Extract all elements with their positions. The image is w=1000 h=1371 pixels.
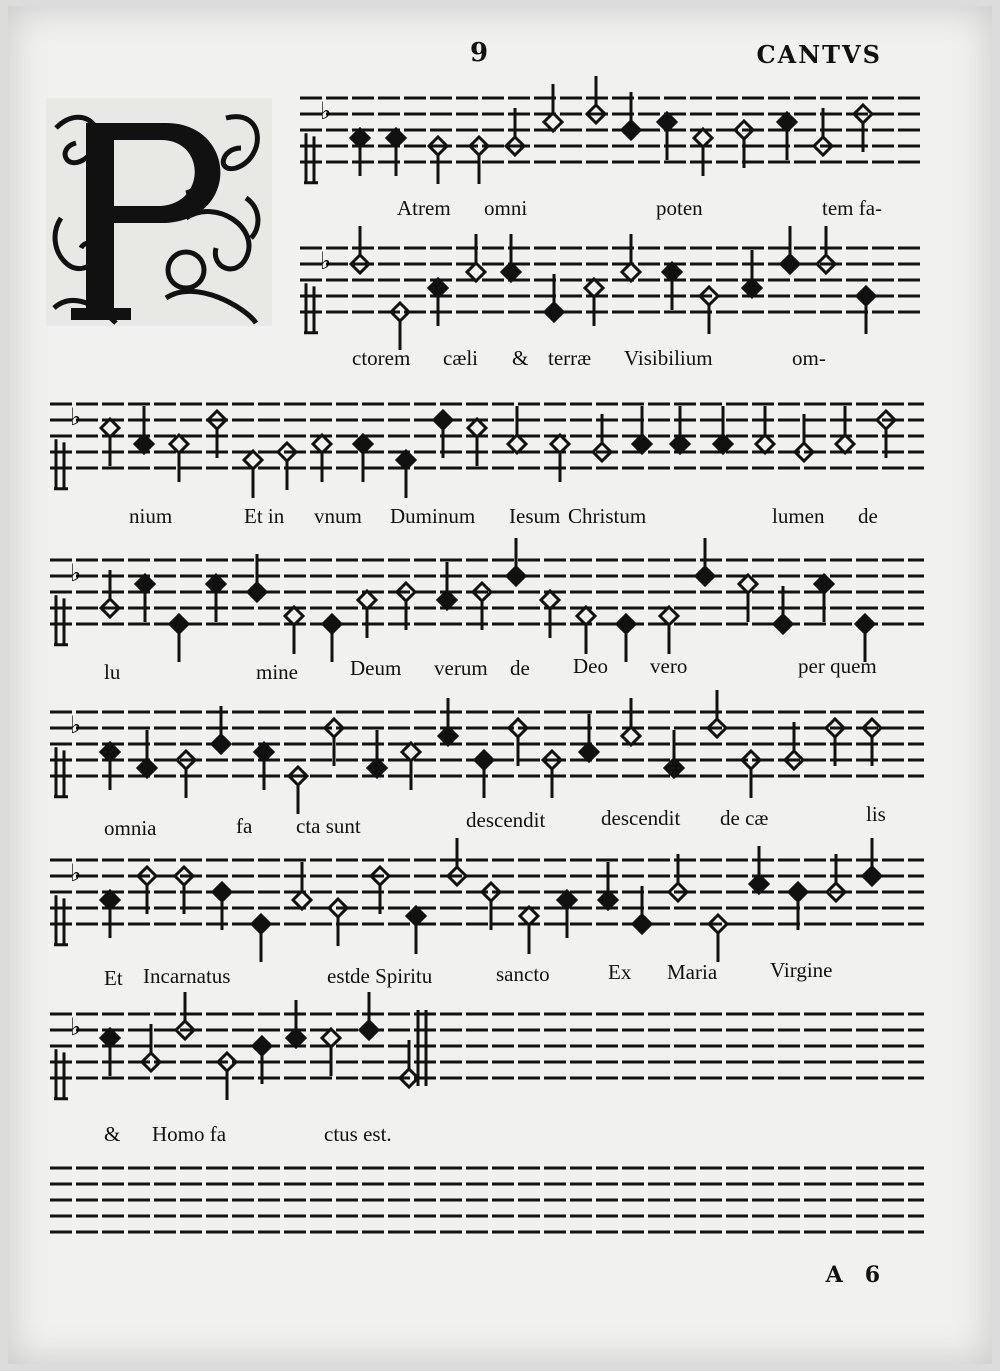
lyric-syllable: Deo xyxy=(573,654,608,678)
lyric-syllable: Homo fa xyxy=(152,1122,227,1146)
lyric-syllable: de cæ xyxy=(720,806,769,830)
note-head xyxy=(694,129,712,147)
lyric-syllable: & xyxy=(512,346,529,370)
note-head xyxy=(778,113,796,131)
note-head xyxy=(293,891,311,909)
lyric-syllable: tem fa- xyxy=(822,196,883,220)
note-head xyxy=(136,575,154,593)
note-head xyxy=(622,263,640,281)
flat-sign: ♭ xyxy=(70,710,82,739)
note-head xyxy=(558,891,576,909)
note-head xyxy=(633,435,651,453)
clef-mark xyxy=(54,895,68,945)
note-head xyxy=(617,615,635,633)
flat-sign: ♭ xyxy=(320,96,332,125)
note-head xyxy=(467,263,485,281)
signature-number: 6 xyxy=(864,1262,880,1288)
lyric-syllable: Virgine xyxy=(770,958,833,982)
lyric-syllable: Maria xyxy=(667,960,718,984)
note-head xyxy=(213,883,231,901)
note-head xyxy=(660,607,678,625)
staff xyxy=(50,403,924,498)
lyric-syllable: de xyxy=(858,504,878,528)
note-head xyxy=(789,883,807,901)
signature-mark xyxy=(826,1262,880,1288)
lyric-syllable: & xyxy=(104,1122,121,1146)
note-head xyxy=(551,435,569,453)
note-head xyxy=(585,279,603,297)
clef-mark xyxy=(54,595,68,645)
note-head xyxy=(135,435,153,453)
note-head xyxy=(857,287,875,305)
note-head xyxy=(507,567,525,585)
lyric-syllable: Et in xyxy=(244,504,285,528)
note-head xyxy=(750,875,768,893)
note-head xyxy=(255,743,273,761)
note-head xyxy=(402,743,420,761)
note-head xyxy=(101,419,119,437)
staff xyxy=(50,690,924,814)
lyric-syllable: lu xyxy=(104,660,121,684)
lyric-syllable: per quem xyxy=(798,654,877,678)
note-head xyxy=(714,435,732,453)
flat-sign: ♭ xyxy=(320,246,332,275)
note-head xyxy=(863,867,881,885)
note-head xyxy=(253,1037,271,1055)
note-head xyxy=(368,759,386,777)
note-head xyxy=(508,435,526,453)
lyric-syllable: verum xyxy=(434,656,488,680)
lyric-syllable: Deum xyxy=(350,656,402,680)
note-head xyxy=(439,727,457,745)
note-head xyxy=(756,435,774,453)
note-head xyxy=(544,113,562,131)
lyric-syllable: terræ xyxy=(548,346,592,370)
lyric-syllable: omni xyxy=(484,196,528,220)
clef-mark xyxy=(54,747,68,797)
lyric-syllable: est xyxy=(327,964,351,988)
note-head xyxy=(658,113,676,131)
note-head xyxy=(313,435,331,453)
note-head xyxy=(622,727,640,745)
lyric-syllable: descendit xyxy=(601,806,681,830)
lyric-syllable: Iesum xyxy=(509,504,561,528)
note-head xyxy=(354,435,372,453)
lyric-syllable: nium xyxy=(129,504,173,528)
lyric-syllable: lumen xyxy=(772,504,825,528)
note-head xyxy=(207,575,225,593)
note-head xyxy=(836,435,854,453)
note-head xyxy=(244,451,262,469)
note-head xyxy=(856,615,874,633)
staff xyxy=(50,992,924,1100)
note-head xyxy=(101,891,119,909)
staff xyxy=(50,538,924,662)
lyric-syllable: de Spiritu xyxy=(350,964,433,988)
note-head xyxy=(138,759,156,777)
lyric-syllable: mine xyxy=(256,660,298,684)
staff xyxy=(50,838,924,962)
page-number: 9 xyxy=(470,38,489,68)
clef-mark xyxy=(54,1049,68,1099)
note-head xyxy=(101,1029,119,1047)
lyric-syllable: Incarnatus xyxy=(143,964,231,988)
lyric-syllable: omnia xyxy=(104,816,157,840)
lyric-syllable: sancto xyxy=(496,962,550,986)
note-head xyxy=(351,129,369,147)
note-head xyxy=(387,129,405,147)
final-barline xyxy=(418,1010,426,1086)
flat-sign: ♭ xyxy=(70,402,82,431)
note-head xyxy=(774,615,792,633)
note-head xyxy=(434,411,452,429)
lyric-syllable: descendit xyxy=(466,808,546,832)
note-head xyxy=(520,907,538,925)
note-head xyxy=(285,607,303,625)
flat-sign: ♭ xyxy=(70,558,82,587)
note-head xyxy=(599,891,617,909)
note-head xyxy=(170,435,188,453)
lyric-syllable: poten xyxy=(656,196,703,220)
staff xyxy=(50,1168,924,1232)
lyric-syllable: ctorem xyxy=(352,346,411,370)
lyric-syllable: Atrem xyxy=(397,196,451,220)
note-head xyxy=(743,279,761,297)
note-head xyxy=(322,1029,340,1047)
flat-sign: ♭ xyxy=(70,1012,82,1041)
staff xyxy=(300,76,924,184)
note-head xyxy=(580,743,598,761)
note-head xyxy=(248,583,266,601)
lyric-syllable: Visibilium xyxy=(624,346,713,370)
note-head xyxy=(170,615,188,633)
lyric-syllable: lis xyxy=(866,802,886,826)
note-head xyxy=(475,751,493,769)
staff xyxy=(300,226,924,350)
note-head xyxy=(323,615,341,633)
note-head xyxy=(541,591,559,609)
signature-letter: A xyxy=(825,1262,843,1288)
flat-sign: ♭ xyxy=(70,858,82,887)
note-head xyxy=(739,575,757,593)
lyric-syllable: fa xyxy=(236,814,253,838)
clef-mark xyxy=(54,439,68,489)
lyric-syllable: Duminum xyxy=(390,504,476,528)
lyric-syllable: ctus est. xyxy=(324,1122,392,1146)
lyric-syllable: vnum xyxy=(314,504,362,528)
note-head xyxy=(633,915,651,933)
lyric-syllable: om- xyxy=(792,346,826,370)
note-head xyxy=(101,743,119,761)
note-head xyxy=(397,451,415,469)
note-head xyxy=(252,915,270,933)
note-head xyxy=(287,1029,305,1047)
note-head xyxy=(358,591,376,609)
lyric-syllable: Ex xyxy=(608,960,632,984)
note-head xyxy=(360,1021,378,1039)
note-head xyxy=(429,279,447,297)
lyric-syllable: cta sunt xyxy=(296,814,361,838)
note-head xyxy=(577,607,595,625)
note-head xyxy=(781,255,799,273)
clef-mark xyxy=(304,283,318,333)
note-head xyxy=(622,121,640,139)
note-head xyxy=(407,907,425,925)
note-head xyxy=(663,263,681,281)
note-head xyxy=(665,759,683,777)
note-head xyxy=(438,591,456,609)
note-head xyxy=(502,263,520,281)
lyric-syllable: cæli xyxy=(443,346,478,370)
note-head xyxy=(212,735,230,753)
note-head xyxy=(545,303,563,321)
lyric-syllable: de xyxy=(510,656,530,680)
lyric-syllable: Christum xyxy=(568,504,647,528)
note-head xyxy=(468,419,486,437)
note-head xyxy=(696,567,714,585)
running-head: CANTVS xyxy=(756,40,882,69)
clef-mark xyxy=(304,133,318,183)
lyric-syllable: vero xyxy=(650,654,688,678)
note-head xyxy=(815,575,833,593)
lyric-syllable: Et xyxy=(104,966,123,990)
note-head xyxy=(671,435,689,453)
